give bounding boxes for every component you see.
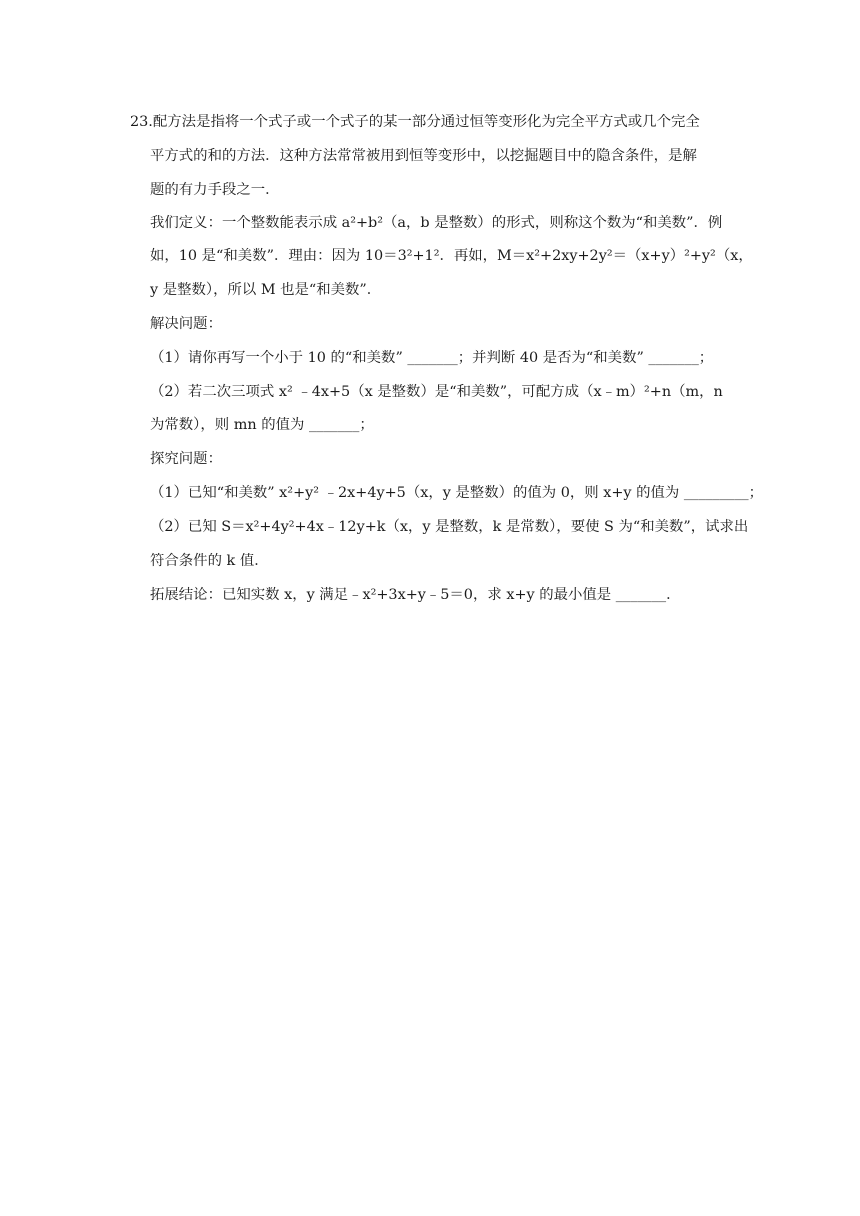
- explore-question-1: （1）已知“和美数” x²+y² ﹣2x+4y+5（x，y 是整数）的值为 0，则 x+y 的值为 _________；: [150, 485, 764, 501]
- section-explore-heading: 探究问题：: [150, 451, 222, 467]
- explore-question-2-line-1: （2）已知 S＝x²+4y²+4x﹣12y+k（x，y 是整数，k 是常数），要使 S 为“和美数”，试求出: [150, 519, 749, 535]
- definition-line-2: 如，10 是“和美数”．理由：因为 10＝3²+1²．再如，M＝x²+2xy+2y²＝（x+y）²+y²（x，: [150, 248, 753, 264]
- section-solve-heading: 解决问题：: [150, 316, 222, 332]
- solve-question-2-line-1: （2）若二次三项式 x² ﹣4x+5（x 是整数）是“和美数”，可配方成（x﹣m）²+n（m，n: [150, 384, 723, 400]
- definition-line-3: y 是整数），所以 M 也是“和美数”．: [150, 282, 382, 298]
- definition-line-1: 我们定义：一个整数能表示成 a²+b²（a，b 是整数）的形式，则称这个数为“和美数”．例: [150, 215, 723, 231]
- explore-question-2-line-2: 符合条件的 k 值．: [150, 553, 269, 569]
- solve-question-1: （1）请你再写一个小于 10 的“和美数” _______；并判断 40 是否为“和美数” _______；: [150, 350, 714, 366]
- intro-text-1: 配方法是指将一个式子或一个式子的某一部分通过恒等变形化为完全平方式或几个完全: [152, 114, 700, 130]
- problem-intro-line-3: 题的有力手段之一．: [150, 182, 280, 198]
- problem-number: 23.: [130, 114, 153, 130]
- problem-intro-line-2: 平方式的和的方法．这种方法常常被用到恒等变形中，以挖掘题目中的隐含条件，是解: [150, 148, 697, 164]
- solve-question-2-line-2: 为常数），则 mn 的值为 _______；: [150, 417, 374, 433]
- problem-intro-line-1: [130, 112, 700, 132]
- extension-question: 拓展结论：已知实数 x，y 满足﹣x²+3x+y﹣5＝0，求 x+y 的最小值是 _______．: [150, 587, 681, 603]
